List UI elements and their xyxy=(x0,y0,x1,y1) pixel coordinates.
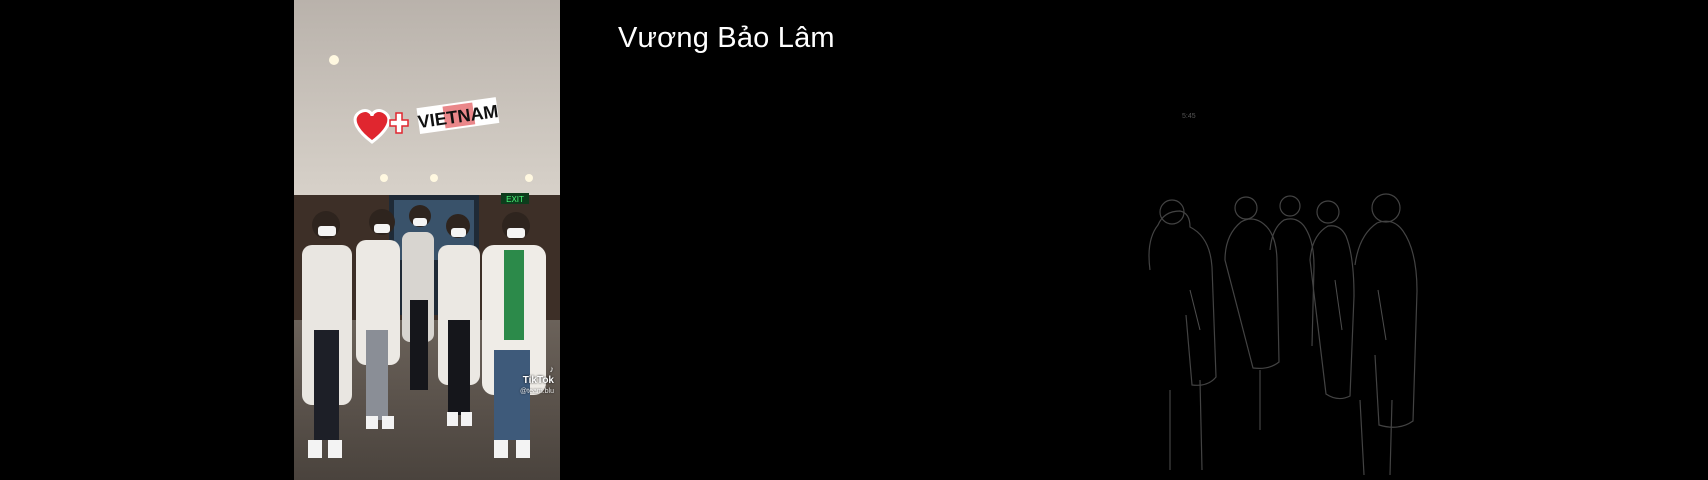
video-frame xyxy=(294,0,560,480)
tiktok-watermark xyxy=(520,364,554,397)
tiktok-brand: TikTok xyxy=(522,375,554,386)
edge-silhouettes xyxy=(1130,100,1430,480)
video-scene xyxy=(294,0,560,480)
tiktok-icon: ♪ xyxy=(549,364,554,374)
edge-silhouette-frame xyxy=(1130,100,1430,480)
exit-sign: EXIT xyxy=(506,195,524,204)
tiktok-handle: @team.blu xyxy=(520,388,554,395)
edge-panel-label: 5:45 xyxy=(1182,113,1196,120)
vietnam-sticker-text: VIETNAM xyxy=(416,101,500,133)
caption-title: Vương Bảo Lâm xyxy=(618,22,835,54)
